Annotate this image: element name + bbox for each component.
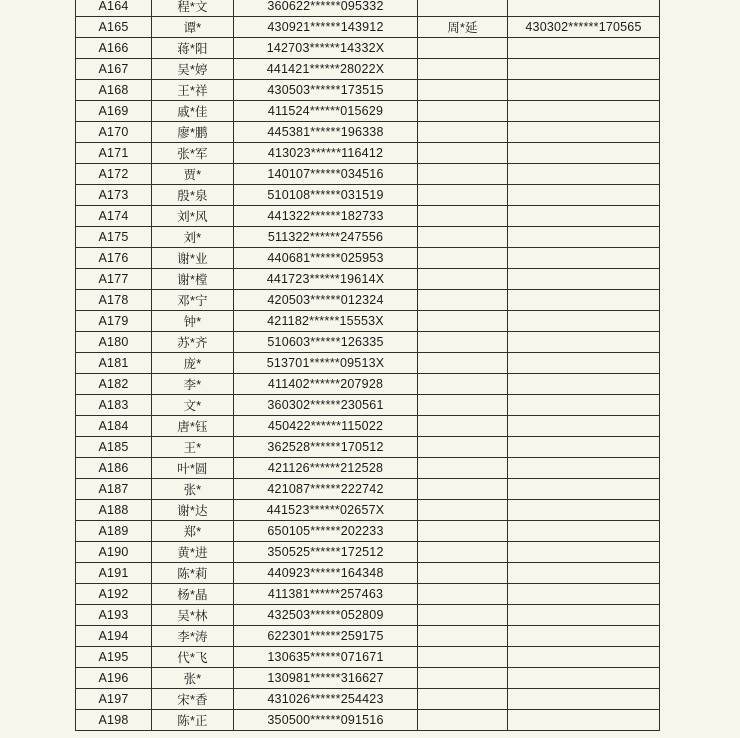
cell-code: A189: [76, 521, 152, 542]
cell-id-number: 440681******025953: [234, 248, 418, 269]
table-row: [76, 437, 660, 458]
cell-id-number: 431026******254423: [234, 689, 418, 710]
cell-second-id: [508, 332, 660, 353]
roster-table-body: [76, 0, 660, 731]
table-row: [76, 647, 660, 668]
cell-name: 王*: [152, 437, 234, 458]
cell-second-id: [508, 164, 660, 185]
cell-second-id: [508, 353, 660, 374]
cell-second-name: [418, 542, 508, 563]
cell-code: A178: [76, 290, 152, 311]
cell-id-number: 360622******095332: [234, 0, 418, 17]
cell-code: A177: [76, 269, 152, 290]
cell-second-id: [508, 374, 660, 395]
cell-second-name: [418, 689, 508, 710]
table-row: [76, 584, 660, 605]
table-row: [76, 563, 660, 584]
cell-id-number: 440923******164348: [234, 563, 418, 584]
cell-second-id: [508, 38, 660, 59]
cell-id-number: 441723******19614X: [234, 269, 418, 290]
cell-name: 唐*钰: [152, 416, 234, 437]
cell-second-name: [418, 563, 508, 584]
table-row: [76, 122, 660, 143]
table-row: [76, 59, 660, 80]
cell-second-id: [508, 584, 660, 605]
cell-second-name: [418, 164, 508, 185]
cell-id-number: 362528******170512: [234, 437, 418, 458]
cell-second-name: [418, 521, 508, 542]
cell-code: A167: [76, 59, 152, 80]
cell-second-id: [508, 647, 660, 668]
cell-second-id: [508, 416, 660, 437]
cell-id-number: 420503******012324: [234, 290, 418, 311]
table-row: [76, 101, 660, 122]
cell-second-name: [418, 122, 508, 143]
cell-id-number: 142703******14332X: [234, 38, 418, 59]
cell-id-number: 450422******115022: [234, 416, 418, 437]
cell-id-number: 510108******031519: [234, 185, 418, 206]
cell-id-number: 421126******212528: [234, 458, 418, 479]
table-row: [76, 143, 660, 164]
cell-second-name: [418, 248, 508, 269]
cell-id-number: 441322******182733: [234, 206, 418, 227]
table-row: [76, 416, 660, 437]
table-row: [76, 353, 660, 374]
cell-name: 苏*齐: [152, 332, 234, 353]
table-row: [76, 500, 660, 521]
cell-second-id: [508, 80, 660, 101]
cell-name: 谭*: [152, 17, 234, 38]
table-row: [76, 374, 660, 395]
cell-code: A197: [76, 689, 152, 710]
cell-second-id: [508, 185, 660, 206]
cell-second-id: [508, 269, 660, 290]
cell-second-name: [418, 0, 508, 17]
table-row: [76, 521, 660, 542]
cell-name: 谢*樘: [152, 269, 234, 290]
cell-second-name: [418, 416, 508, 437]
cell-code: A164: [76, 0, 152, 17]
cell-name: 陈*莉: [152, 563, 234, 584]
cell-id-number: 441421******28022X: [234, 59, 418, 80]
cell-second-id: [508, 122, 660, 143]
cell-code: A166: [76, 38, 152, 59]
cell-second-id: [508, 521, 660, 542]
cell-code: A182: [76, 374, 152, 395]
cell-id-number: 421182******15553X: [234, 311, 418, 332]
cell-name: 郑*: [152, 521, 234, 542]
cell-code: A174: [76, 206, 152, 227]
cell-id-number: 411381******257463: [234, 584, 418, 605]
cell-second-id: 430302******170565: [508, 17, 660, 38]
cell-second-name: [418, 668, 508, 689]
cell-second-id: [508, 101, 660, 122]
table-row: [76, 710, 660, 731]
table-row: [76, 332, 660, 353]
cell-name: 邓*宁: [152, 290, 234, 311]
cell-second-name: [418, 437, 508, 458]
cell-code: A191: [76, 563, 152, 584]
cell-second-name: [418, 185, 508, 206]
cell-second-id: [508, 437, 660, 458]
cell-second-id: [508, 710, 660, 731]
cell-code: A196: [76, 668, 152, 689]
cell-name: 张*军: [152, 143, 234, 164]
cell-second-id: [508, 605, 660, 626]
table-row: [76, 0, 660, 17]
cell-second-name: [418, 206, 508, 227]
table-row: [76, 269, 660, 290]
table-row: [76, 458, 660, 479]
cell-second-name: [418, 458, 508, 479]
cell-name: 王*祥: [152, 80, 234, 101]
cell-second-id: [508, 59, 660, 80]
cell-second-name: [418, 80, 508, 101]
cell-second-name: [418, 38, 508, 59]
cell-name: 刘*: [152, 227, 234, 248]
cell-second-name: [418, 311, 508, 332]
cell-code: A181: [76, 353, 152, 374]
cell-name: 黄*进: [152, 542, 234, 563]
cell-name: 贾*: [152, 164, 234, 185]
cell-code: A165: [76, 17, 152, 38]
cell-id-number: 411524******015629: [234, 101, 418, 122]
cell-second-name: [418, 290, 508, 311]
cell-code: A193: [76, 605, 152, 626]
cell-code: A175: [76, 227, 152, 248]
table-row: [76, 185, 660, 206]
table-row: [76, 290, 660, 311]
table-row: [76, 689, 660, 710]
cell-name: 戚*佳: [152, 101, 234, 122]
cell-code: A192: [76, 584, 152, 605]
cell-name: 李*: [152, 374, 234, 395]
cell-code: A173: [76, 185, 152, 206]
cell-second-name: [418, 479, 508, 500]
cell-second-id: [508, 395, 660, 416]
table-row: [76, 668, 660, 689]
cell-name: 张*: [152, 479, 234, 500]
cell-second-name: [418, 59, 508, 80]
cell-code: A188: [76, 500, 152, 521]
cell-name: 李*涛: [152, 626, 234, 647]
cell-second-id: [508, 206, 660, 227]
cell-id-number: 140107******034516: [234, 164, 418, 185]
cell-second-id: [508, 689, 660, 710]
cell-code: A176: [76, 248, 152, 269]
cell-id-number: 130635******071671: [234, 647, 418, 668]
cell-second-name: [418, 500, 508, 521]
cell-second-id: [508, 311, 660, 332]
table-row: [76, 248, 660, 269]
table-row: [76, 17, 660, 38]
table-row: [76, 395, 660, 416]
cell-code: A180: [76, 332, 152, 353]
cell-name: 宋*香: [152, 689, 234, 710]
cell-code: A187: [76, 479, 152, 500]
cell-second-id: [508, 668, 660, 689]
cell-id-number: 360302******230561: [234, 395, 418, 416]
cell-second-id: [508, 542, 660, 563]
cell-code: A185: [76, 437, 152, 458]
cell-second-id: [508, 458, 660, 479]
cell-id-number: 350525******172512: [234, 542, 418, 563]
cell-code: A172: [76, 164, 152, 185]
table-row: [76, 38, 660, 59]
cell-name: 代*飞: [152, 647, 234, 668]
cell-id-number: 441523******02657X: [234, 500, 418, 521]
cell-second-name: [418, 626, 508, 647]
cell-code: A179: [76, 311, 152, 332]
cell-code: A183: [76, 395, 152, 416]
cell-second-id: [508, 0, 660, 17]
table-row: [76, 206, 660, 227]
cell-id-number: 421087******222742: [234, 479, 418, 500]
cell-second-name: [418, 710, 508, 731]
table-row: [76, 626, 660, 647]
cell-id-number: 130981******316627: [234, 668, 418, 689]
cell-second-name: [418, 647, 508, 668]
cell-name: 刘*风: [152, 206, 234, 227]
cell-second-name: [418, 584, 508, 605]
cell-name: 陈*正: [152, 710, 234, 731]
cell-id-number: 413023******116412: [234, 143, 418, 164]
cell-second-id: [508, 248, 660, 269]
cell-second-id: [508, 479, 660, 500]
cell-second-id: [508, 626, 660, 647]
cell-second-name: [418, 353, 508, 374]
cell-code: A168: [76, 80, 152, 101]
cell-code: A171: [76, 143, 152, 164]
cell-second-name: [418, 332, 508, 353]
cell-name: 殷*泉: [152, 185, 234, 206]
cell-second-name: [418, 227, 508, 248]
cell-code: A170: [76, 122, 152, 143]
cell-name: 叶*圆: [152, 458, 234, 479]
table-row: [76, 542, 660, 563]
cell-second-name: [418, 101, 508, 122]
cell-name: 程*文: [152, 0, 234, 17]
table-row: [76, 227, 660, 248]
cell-id-number: 430503******173515: [234, 80, 418, 101]
cell-second-id: [508, 143, 660, 164]
cell-id-number: 511322******247556: [234, 227, 418, 248]
table-row: [76, 605, 660, 626]
cell-name: 廖*鹏: [152, 122, 234, 143]
cell-id-number: 510603******126335: [234, 332, 418, 353]
cell-id-number: 350500******091516: [234, 710, 418, 731]
cell-second-id: [508, 227, 660, 248]
cell-second-id: [508, 500, 660, 521]
table-row: [76, 479, 660, 500]
roster-table: [75, 0, 660, 731]
cell-code: A194: [76, 626, 152, 647]
cell-id-number: 411402******207928: [234, 374, 418, 395]
cell-id-number: 513701******09513X: [234, 353, 418, 374]
cell-id-number: 445381******196338: [234, 122, 418, 143]
cell-second-name: [418, 269, 508, 290]
cell-id-number: 432503******052809: [234, 605, 418, 626]
cell-code: A184: [76, 416, 152, 437]
table-row: [76, 164, 660, 185]
cell-second-name: [418, 605, 508, 626]
cell-second-name: 周*延: [418, 17, 508, 38]
cell-second-name: [418, 143, 508, 164]
cell-code: A190: [76, 542, 152, 563]
cell-name: 庞*: [152, 353, 234, 374]
cell-name: 蒋*阳: [152, 38, 234, 59]
cell-code: A169: [76, 101, 152, 122]
cell-second-name: [418, 395, 508, 416]
cell-name: 谢*业: [152, 248, 234, 269]
cell-id-number: 650105******202233: [234, 521, 418, 542]
cell-name: 张*: [152, 668, 234, 689]
table-row: [76, 311, 660, 332]
cell-second-name: [418, 374, 508, 395]
cell-id-number: 430921******143912: [234, 17, 418, 38]
cell-name: 杨*晶: [152, 584, 234, 605]
cell-id-number: 622301******259175: [234, 626, 418, 647]
cell-code: A186: [76, 458, 152, 479]
cell-second-id: [508, 563, 660, 584]
cell-name: 吴*林: [152, 605, 234, 626]
table-row: [76, 80, 660, 101]
cell-name: 钟*: [152, 311, 234, 332]
cell-second-id: [508, 290, 660, 311]
cell-code: A195: [76, 647, 152, 668]
cell-code: A198: [76, 710, 152, 731]
cell-name: 吴*婷: [152, 59, 234, 80]
cell-name: 谢*达: [152, 500, 234, 521]
roster-table-container: [75, 0, 660, 731]
cell-name: 文*: [152, 395, 234, 416]
